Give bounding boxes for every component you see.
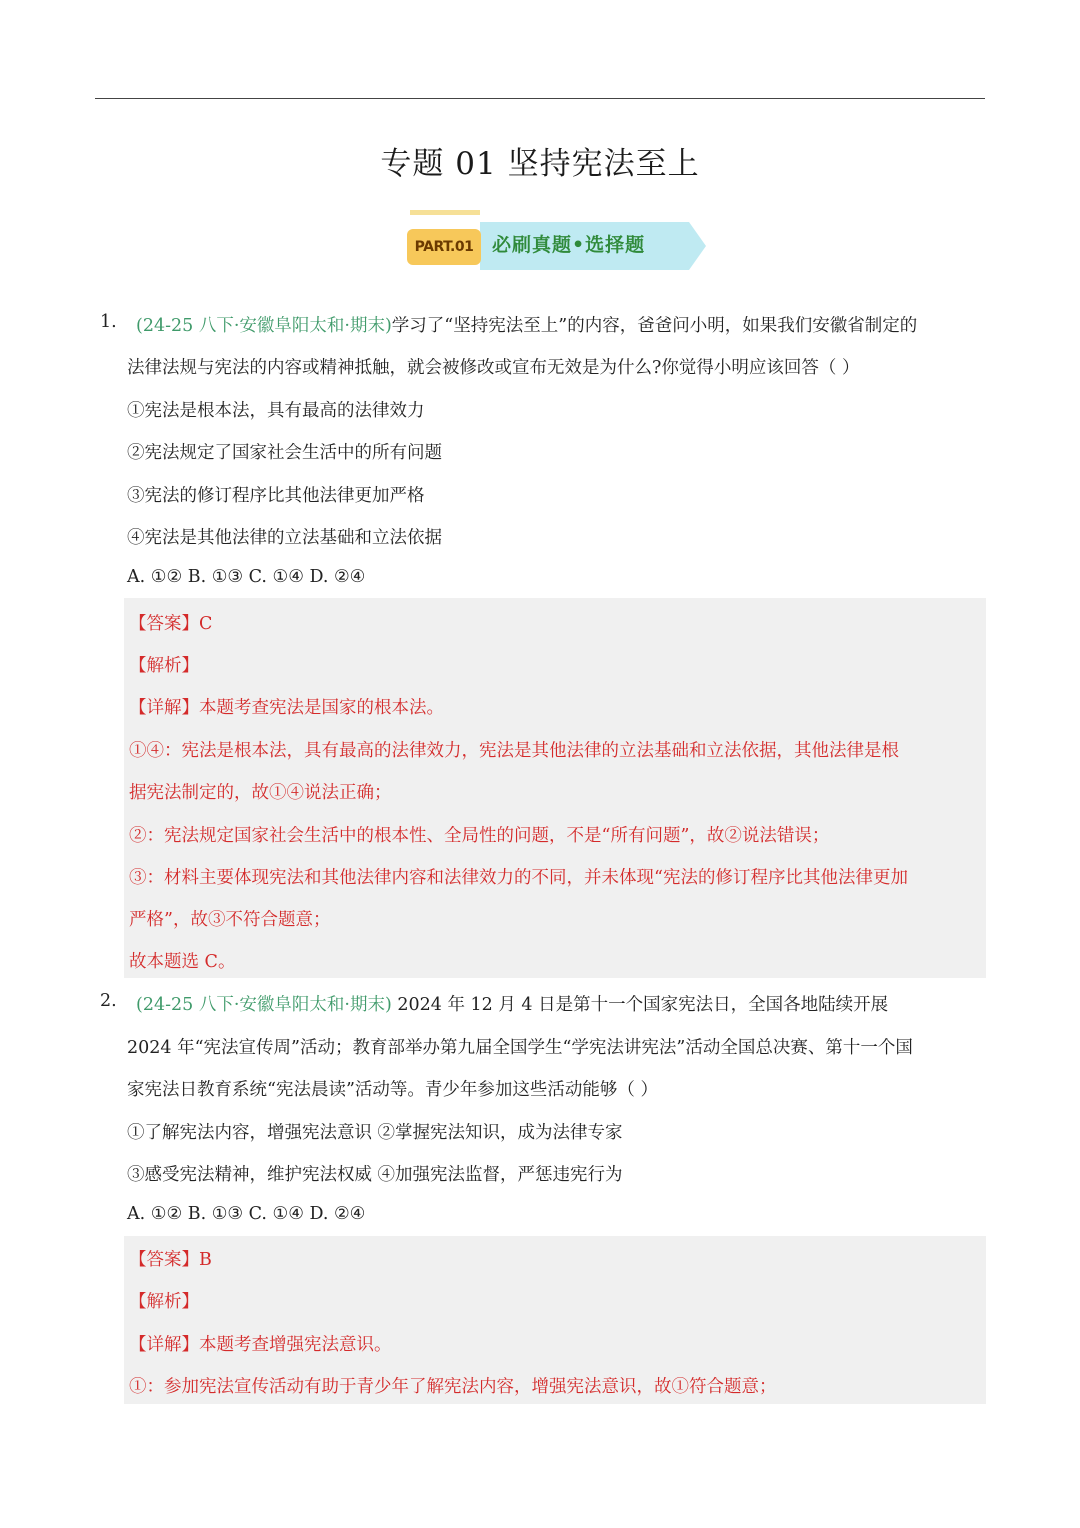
- answer-label: 【答案】C: [129, 614, 213, 634]
- question-stem-line: 2024 年“宪法宣传周”活动；教育部举办第九届全国学生“学宪法讲宪法”活动全国总决赛、第十一个国: [127, 1038, 913, 1058]
- stem-text: 2024 年 12 月 4 日是第十一个国家宪法日，全国各地陆续开展: [391, 995, 889, 1015]
- analysis-label: 【解析】: [129, 656, 199, 676]
- answer-label: 【答案】B: [129, 1250, 212, 1270]
- header-rule: [95, 98, 985, 99]
- question-stem-line: [136, 312, 917, 337]
- question-stem-line: [136, 991, 888, 1016]
- option-statement: ①宪法是根本法，具有最高的法律效力: [127, 401, 425, 421]
- question-stem-line: 法律法规与宪法的内容或精神抵触，就会被修改或宣布无效是为什么?你觉得小明应该回答（ ）: [127, 358, 860, 378]
- question-number: 1.: [100, 312, 117, 332]
- stem-text: 学习了“坚持宪法至上”的内容，爸爸问小明，如果我们安徽省制定的: [391, 316, 918, 336]
- explanation-line: ①④：宪法是根本法，具有最高的法律效力，宪法是其他法律的立法基础和立法依据，其他法律是根: [129, 741, 899, 761]
- detail-text: 【详解】本题考查增强宪法意识。: [129, 1335, 392, 1355]
- part-title: 必刷真题•选择题: [492, 234, 646, 256]
- explanation-line: ①：参加宪法宣传活动有助于青少年了解宪法内容，增强宪法意识，故①符合题意；: [129, 1377, 777, 1397]
- question-number: 2.: [100, 991, 117, 1011]
- explanation-line: 严格”，故③不符合题意；: [129, 910, 331, 930]
- option-statements: ③感受宪法精神，维护宪法权威 ④加强宪法监督，严惩违宪行为: [127, 1165, 623, 1185]
- explanation-line: 据宪法制定的，故①④说法正确；: [129, 783, 392, 803]
- detail-text: 【详解】本题考查宪法是国家的根本法。: [129, 698, 444, 718]
- question-source: (24-25 八下·安徽阜阳太和·期末): [136, 995, 392, 1015]
- analysis-label: 【解析】: [129, 1292, 199, 1312]
- answer-choices: A. ①② B. ①③ C. ①④ D. ②④: [127, 1204, 366, 1224]
- section-banner: [404, 210, 709, 276]
- explanation-line: ③：材料主要体现宪法和其他法律内容和法律效力的不同，并未体现“宪法的修订程序比其他法律更加: [129, 868, 908, 888]
- question-source: (24-25 八下·安徽阜阳太和·期末): [136, 316, 392, 336]
- conclusion-line: 故本题选 C。: [129, 952, 236, 972]
- option-statement: ④宪法是其他法律的立法基础和立法依据: [127, 528, 442, 548]
- explanation-line: ②：宪法规定国家社会生活中的根本性、全局性的问题，不是“所有问题”，故②说法错误；: [129, 826, 830, 846]
- option-statement: ③宪法的修订程序比其他法律更加严格: [127, 486, 425, 506]
- question-stem-line: 家宪法日教育系统“宪法晨读”活动等。青少年参加这些活动能够（ ）: [127, 1080, 658, 1100]
- answer-explanation-box: [124, 598, 986, 978]
- answer-explanation-box: [124, 1236, 986, 1404]
- option-statements: ①了解宪法内容，增强宪法意识 ②掌握宪法知识，成为法律专家: [127, 1123, 623, 1143]
- part-tag: PART.01: [414, 239, 474, 255]
- option-statement: ②宪法规定了国家社会生活中的所有问题: [127, 443, 442, 463]
- answer-choices: A. ①② B. ①③ C. ①④ D. ②④: [127, 567, 366, 587]
- page-title: 专题 01 坚持宪法至上: [380, 146, 700, 182]
